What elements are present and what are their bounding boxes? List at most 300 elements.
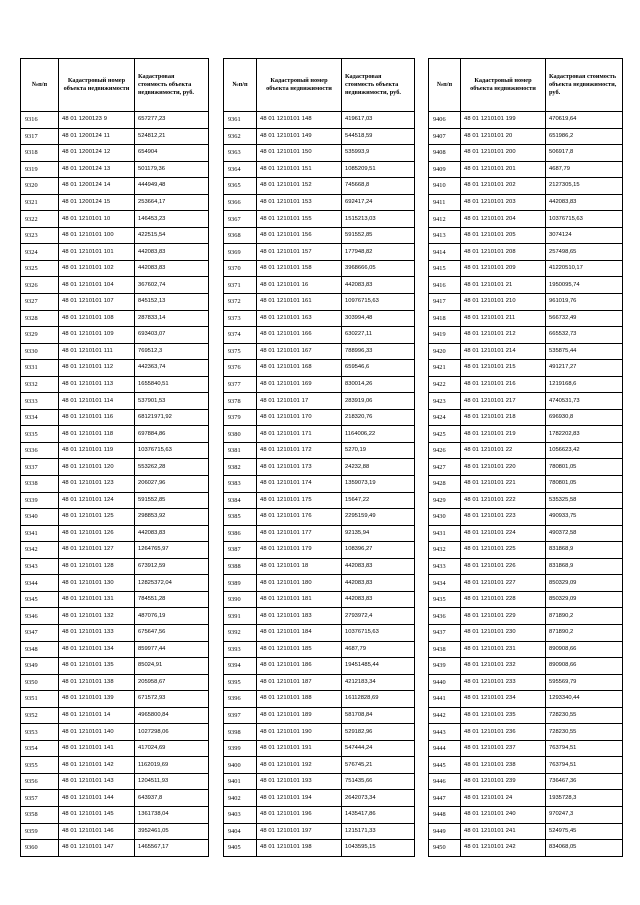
row-number: 9426 — [429, 442, 461, 459]
table-row — [224, 823, 415, 840]
row-number: 9377 — [224, 376, 257, 393]
cadastral-cost: 417024,69 — [135, 740, 209, 757]
row-number: 9439 — [429, 658, 461, 675]
cadastral-cost: 1361738,04 — [135, 806, 209, 823]
cadastral-cost: 491217,27 — [546, 360, 623, 377]
table-row — [224, 393, 415, 410]
row-number: 9427 — [429, 459, 461, 476]
table-row — [224, 409, 415, 426]
cadastral-number: 48 01 1210101 126 — [59, 525, 135, 542]
cadastral-number: 48 01 1210101 167 — [257, 343, 342, 360]
row-number: 9450 — [429, 840, 461, 857]
table-row — [429, 674, 623, 691]
cadastral-cost: 591552,85 — [342, 227, 415, 244]
cadastral-number: 48 01 1210101 183 — [257, 608, 342, 625]
table-row — [429, 161, 623, 178]
cadastral-cost: 763794,51 — [546, 740, 623, 757]
cadastral-cost: 535875,44 — [546, 343, 623, 360]
cadastral-number: 48 01 1210101 135 — [59, 658, 135, 675]
row-number: 9400 — [224, 757, 257, 774]
row-number: 9424 — [429, 409, 461, 426]
cadastral-number: 48 01 1210101 194 — [257, 790, 342, 807]
cadastral-number: 48 01 1210101 215 — [461, 360, 546, 377]
row-number: 9353 — [21, 724, 59, 741]
table-row — [21, 442, 209, 459]
row-number: 9416 — [429, 277, 461, 294]
cadastral-cost: 206027,96 — [135, 476, 209, 493]
row-number: 9430 — [429, 509, 461, 526]
cadastral-cost: 780801,05 — [546, 476, 623, 493]
cadastral-number: 48 01 1210101 196 — [257, 806, 342, 823]
row-number: 9354 — [21, 740, 59, 757]
cadastral-cost: 1204511,93 — [135, 773, 209, 790]
table-row — [224, 806, 415, 823]
row-number: 9422 — [429, 376, 461, 393]
cadastral-number: 48 01 1210101 223 — [461, 509, 546, 526]
table-row — [429, 211, 623, 228]
cadastral-cost: 529182,96 — [342, 724, 415, 741]
table-row — [224, 658, 415, 675]
table-row — [21, 757, 209, 774]
cadastral-cost: 3952461,05 — [135, 823, 209, 840]
cadastral-number: 48 01 1210101 152 — [257, 178, 342, 195]
cadastral-number: 48 01 1210101 108 — [59, 310, 135, 327]
cadastral-number: 48 01 1210101 232 — [461, 658, 546, 675]
row-number: 9402 — [224, 790, 257, 807]
cadastral-number: 48 01 1210101 145 — [59, 806, 135, 823]
cadastral-cost: 675647,56 — [135, 624, 209, 641]
table-row — [21, 310, 209, 327]
cadastral-cost: 92135,94 — [342, 525, 415, 542]
cadastral-cost: 751435,66 — [342, 773, 415, 790]
table-row — [429, 724, 623, 741]
cadastral-cost: 1264765,97 — [135, 542, 209, 559]
row-number: 9379 — [224, 409, 257, 426]
cadastral-cost: 1219168,6 — [546, 376, 623, 393]
row-number: 9382 — [224, 459, 257, 476]
cadastral-cost: 671572,93 — [135, 691, 209, 708]
table-row — [224, 260, 415, 277]
row-number: 9352 — [21, 707, 59, 724]
table-row — [224, 641, 415, 658]
table-row — [429, 343, 623, 360]
cadastral-number: 48 01 1210101 172 — [257, 442, 342, 459]
table-row — [429, 393, 623, 410]
table-row — [21, 790, 209, 807]
table-row — [21, 492, 209, 509]
cadastral-cost: 595569,79 — [546, 674, 623, 691]
cadastral-cost: 501179,36 — [135, 161, 209, 178]
table-row — [224, 591, 415, 608]
cadastral-cost: 834068,05 — [546, 840, 623, 857]
cadastral-cost: 470619,64 — [546, 112, 623, 129]
table-row — [224, 773, 415, 790]
table-row — [21, 558, 209, 575]
cadastral-number: 48 01 1210101 149 — [257, 128, 342, 145]
row-number: 9317 — [21, 128, 59, 145]
property-table-3 — [428, 58, 623, 857]
row-number: 9444 — [429, 740, 461, 757]
cadastral-cost: 298853,92 — [135, 509, 209, 526]
cadastral-cost: 871890,2 — [546, 608, 623, 625]
table-row — [224, 509, 415, 526]
row-number: 9316 — [21, 112, 59, 129]
cadastral-number: 48 01 1210101 127 — [59, 542, 135, 559]
row-number: 9390 — [224, 591, 257, 608]
table-row — [21, 426, 209, 443]
header-cadastral-cost: Кадастровая стоимость объекта недвижимости, руб. — [546, 59, 623, 112]
cadastral-cost: 1782202,83 — [546, 426, 623, 443]
cadastral-number: 48 01 1210101 113 — [59, 376, 135, 393]
cadastral-cost: 442083,83 — [546, 194, 623, 211]
cadastral-number: 48 01 1210101 158 — [257, 260, 342, 277]
table-row — [21, 575, 209, 592]
cadastral-cost: 859977,44 — [135, 641, 209, 658]
cadastral-number: 48 01 1210101 10 — [59, 211, 135, 228]
table-row — [429, 426, 623, 443]
table-row — [21, 658, 209, 675]
row-number: 9428 — [429, 476, 461, 493]
cadastral-number: 48 01 1210101 24 — [461, 790, 546, 807]
cadastral-number: 48 01 1210101 156 — [257, 227, 342, 244]
row-number: 9419 — [429, 327, 461, 344]
table-row — [429, 360, 623, 377]
row-number: 9411 — [429, 194, 461, 211]
cadastral-number: 48 01 1210101 114 — [59, 393, 135, 410]
table-row — [224, 674, 415, 691]
cadastral-cost: 442083,83 — [342, 591, 415, 608]
header-cadastral-cost: Кадастровая стоимость объекта недвижимости, руб. — [135, 59, 209, 112]
row-number: 9345 — [21, 591, 59, 608]
table-row — [21, 194, 209, 211]
cadastral-cost: 303994,48 — [342, 310, 415, 327]
row-number: 9357 — [21, 790, 59, 807]
cadastral-cost: 10376715,63 — [135, 442, 209, 459]
cadastral-cost: 728230,55 — [546, 724, 623, 741]
header-cadastral-number: Кадастровый номер объекта недвижимости — [461, 59, 546, 112]
cadastral-cost: 12825372,04 — [135, 575, 209, 592]
cadastral-number: 48 01 1210101 185 — [257, 641, 342, 658]
cadastral-cost: 961019,76 — [546, 294, 623, 311]
row-number: 9394 — [224, 658, 257, 675]
cadastral-cost: 591552,85 — [135, 492, 209, 509]
row-number: 9401 — [224, 773, 257, 790]
table-row — [224, 277, 415, 294]
table-row — [429, 658, 623, 675]
cadastral-number: 48 01 1210101 187 — [257, 674, 342, 691]
row-number: 9381 — [224, 442, 257, 459]
table-row — [21, 227, 209, 244]
table-row — [429, 327, 623, 344]
row-number: 9326 — [21, 277, 59, 294]
cadastral-cost: 24232,88 — [342, 459, 415, 476]
table-row — [224, 542, 415, 559]
cadastral-number: 48 01 1210101 238 — [461, 757, 546, 774]
row-number: 9395 — [224, 674, 257, 691]
table-row — [429, 840, 623, 857]
cadastral-number: 48 01 1210101 153 — [257, 194, 342, 211]
cadastral-number: 48 01 1210101 181 — [257, 591, 342, 608]
table-row — [429, 128, 623, 145]
cadastral-cost: 659546,6 — [342, 360, 415, 377]
cadastral-cost: 1164006,22 — [342, 426, 415, 443]
cadastral-number: 48 01 1210101 112 — [59, 360, 135, 377]
row-number: 9449 — [429, 823, 461, 840]
table-row — [429, 277, 623, 294]
cadastral-number: 48 01 1210101 180 — [257, 575, 342, 592]
cadastral-number: 48 01 1210101 151 — [257, 161, 342, 178]
cadastral-cost: 728230,55 — [546, 707, 623, 724]
table-row — [21, 260, 209, 277]
cadastral-cost: 830014,26 — [342, 376, 415, 393]
cadastral-number: 48 01 1210101 170 — [257, 409, 342, 426]
table-row — [21, 840, 209, 857]
table-row — [21, 724, 209, 741]
table-row — [21, 360, 209, 377]
cadastral-number: 48 01 1210101 191 — [257, 740, 342, 757]
cadastral-cost: 367602,74 — [135, 277, 209, 294]
row-number: 9378 — [224, 393, 257, 410]
cadastral-cost: 253664,17 — [135, 194, 209, 211]
table-row — [224, 757, 415, 774]
cadastral-number: 48 01 1210101 230 — [461, 624, 546, 641]
table-row — [21, 624, 209, 641]
row-number: 9344 — [21, 575, 59, 592]
cadastral-number: 48 01 1200124 15 — [59, 194, 135, 211]
table-row — [224, 840, 415, 857]
cadastral-number: 48 01 1210101 188 — [257, 691, 342, 708]
table-row — [224, 360, 415, 377]
table-row — [224, 376, 415, 393]
table-row — [21, 707, 209, 724]
table-row — [429, 509, 623, 526]
cadastral-cost: 10376715,63 — [546, 211, 623, 228]
cadastral-cost: 651986,2 — [546, 128, 623, 145]
cadastral-cost: 890908,66 — [546, 641, 623, 658]
cadastral-cost: 1359073,19 — [342, 476, 415, 493]
cadastral-cost: 4687,79 — [342, 641, 415, 658]
row-number: 9445 — [429, 757, 461, 774]
cadastral-number: 48 01 1210101 109 — [59, 327, 135, 344]
row-number: 9374 — [224, 327, 257, 344]
cadastral-cost: 1056623,42 — [546, 442, 623, 459]
cadastral-cost: 442083,83 — [342, 558, 415, 575]
cadastral-cost: 544518,59 — [342, 128, 415, 145]
cadastral-number: 48 01 1210101 176 — [257, 509, 342, 526]
cadastral-number: 48 01 1210101 102 — [59, 260, 135, 277]
cadastral-cost: 442083,83 — [342, 575, 415, 592]
cadastral-number: 48 01 1210101 210 — [461, 294, 546, 311]
cadastral-number: 48 01 1210101 219 — [461, 426, 546, 443]
cadastral-cost: 2295159,49 — [342, 509, 415, 526]
cadastral-number: 48 01 1210101 146 — [59, 823, 135, 840]
cadastral-cost: 831868,9 — [546, 558, 623, 575]
table-row — [21, 674, 209, 691]
cadastral-cost: 537901,53 — [135, 393, 209, 410]
row-number: 9383 — [224, 476, 257, 493]
table-row — [429, 575, 623, 592]
table-row — [21, 161, 209, 178]
cadastral-number: 48 01 1210101 237 — [461, 740, 546, 757]
cadastral-number: 48 01 1210101 228 — [461, 591, 546, 608]
cadastral-cost: 788996,33 — [342, 343, 415, 360]
cadastral-number: 48 01 1210101 199 — [461, 112, 546, 129]
table-row — [224, 244, 415, 261]
table-row — [21, 823, 209, 840]
cadastral-number: 48 01 1210101 104 — [59, 277, 135, 294]
row-number: 9329 — [21, 327, 59, 344]
cadastral-number: 48 01 1210101 202 — [461, 178, 546, 195]
cadastral-number: 48 01 1210101 169 — [257, 376, 342, 393]
cadastral-cost: 1465567,17 — [135, 840, 209, 857]
cadastral-cost: 643937,8 — [135, 790, 209, 807]
cadastral-cost: 283919,06 — [342, 393, 415, 410]
cadastral-cost: 1043595,15 — [342, 840, 415, 857]
cadastral-cost: 2127305,15 — [546, 178, 623, 195]
row-number: 9331 — [21, 360, 59, 377]
table-row — [224, 327, 415, 344]
row-number: 9404 — [224, 823, 257, 840]
table-row — [21, 178, 209, 195]
row-number: 9358 — [21, 806, 59, 823]
cadastral-cost: 442363,74 — [135, 360, 209, 377]
cadastral-number: 48 01 1210101 124 — [59, 492, 135, 509]
table-row — [429, 608, 623, 625]
row-number: 9423 — [429, 393, 461, 410]
cadastral-cost: 1162019,69 — [135, 757, 209, 774]
table-row — [429, 376, 623, 393]
cadastral-cost: 1935728,3 — [546, 790, 623, 807]
row-number: 9438 — [429, 641, 461, 658]
row-number: 9356 — [21, 773, 59, 790]
cadastral-number: 48 01 1210101 231 — [461, 641, 546, 658]
cadastral-number: 48 01 1210101 111 — [59, 343, 135, 360]
cadastral-cost: 3968666,05 — [342, 260, 415, 277]
cadastral-number: 48 01 1210101 224 — [461, 525, 546, 542]
row-number: 9441 — [429, 691, 461, 708]
table-row — [224, 575, 415, 592]
row-number: 9340 — [21, 509, 59, 526]
cadastral-cost: 444949,48 — [135, 178, 209, 195]
row-number: 9343 — [21, 558, 59, 575]
row-number: 9440 — [429, 674, 461, 691]
cadastral-number: 48 01 1210101 148 — [257, 112, 342, 129]
header-num: №п/п — [21, 59, 59, 112]
table-row — [224, 211, 415, 228]
row-number: 9437 — [429, 624, 461, 641]
table-row — [21, 691, 209, 708]
row-number: 9348 — [21, 641, 59, 658]
cadastral-cost: 745668,8 — [342, 178, 415, 195]
row-number: 9364 — [224, 161, 257, 178]
row-number: 9389 — [224, 575, 257, 592]
table-row — [21, 327, 209, 344]
table-row — [21, 740, 209, 757]
cadastral-number: 48 01 1210101 203 — [461, 194, 546, 211]
cadastral-number: 48 01 1210101 208 — [461, 244, 546, 261]
cadastral-number: 48 01 1210101 216 — [461, 376, 546, 393]
row-number: 9434 — [429, 575, 461, 592]
row-number: 9418 — [429, 310, 461, 327]
table-row — [429, 624, 623, 641]
cadastral-number: 48 01 1210101 212 — [461, 327, 546, 344]
table-row — [429, 194, 623, 211]
cadastral-number: 48 01 1210101 120 — [59, 459, 135, 476]
table-row — [429, 409, 623, 426]
cadastral-cost: 871890,2 — [546, 624, 623, 641]
table-row — [21, 277, 209, 294]
cadastral-number: 48 01 1210101 119 — [59, 442, 135, 459]
cadastral-number: 48 01 1200124 11 — [59, 128, 135, 145]
table-row — [224, 492, 415, 509]
cadastral-cost: 692417,24 — [342, 194, 415, 211]
cadastral-cost: 784551,28 — [135, 591, 209, 608]
table-row — [429, 244, 623, 261]
row-number: 9351 — [21, 691, 59, 708]
cadastral-number: 48 01 1210101 235 — [461, 707, 546, 724]
cadastral-cost: 890908,66 — [546, 658, 623, 675]
cadastral-number: 48 01 1210101 217 — [461, 393, 546, 410]
cadastral-cost: 4687,79 — [546, 161, 623, 178]
cadastral-number: 48 01 1210101 138 — [59, 674, 135, 691]
cadastral-number: 48 01 1210101 175 — [257, 492, 342, 509]
cadastral-number: 48 01 1210101 18 — [257, 558, 342, 575]
table-row — [224, 624, 415, 641]
table-row — [21, 591, 209, 608]
row-number: 9446 — [429, 773, 461, 790]
table-row — [21, 542, 209, 559]
row-number: 9330 — [21, 343, 59, 360]
cadastral-number: 48 01 1210101 173 — [257, 459, 342, 476]
cadastral-cost: 524812,21 — [135, 128, 209, 145]
cadastral-number: 48 01 1210101 174 — [257, 476, 342, 493]
cadastral-number: 48 01 1210101 133 — [59, 624, 135, 641]
cadastral-cost: 16112828,69 — [342, 691, 415, 708]
row-number: 9432 — [429, 542, 461, 559]
row-number: 9370 — [224, 260, 257, 277]
cadastral-cost: 108396,27 — [342, 542, 415, 559]
cadastral-number: 48 01 1210101 22 — [461, 442, 546, 459]
cadastral-cost: 487076,19 — [135, 608, 209, 625]
row-number: 9420 — [429, 343, 461, 360]
cadastral-number: 48 01 1210101 240 — [461, 806, 546, 823]
row-number: 9350 — [21, 674, 59, 691]
table-row — [224, 608, 415, 625]
row-number: 9412 — [429, 211, 461, 228]
table-row — [429, 525, 623, 542]
cadastral-cost: 19451485,44 — [342, 658, 415, 675]
cadastral-number: 48 01 1210101 218 — [461, 409, 546, 426]
cadastral-number: 48 01 1210101 16 — [257, 277, 342, 294]
cadastral-number: 48 01 1210101 239 — [461, 773, 546, 790]
header-num: №п/п — [224, 59, 257, 112]
table-row — [429, 806, 623, 823]
table-row — [429, 178, 623, 195]
row-number: 9386 — [224, 525, 257, 542]
cadastral-number: 48 01 1210101 171 — [257, 426, 342, 443]
cadastral-number: 48 01 1210101 193 — [257, 773, 342, 790]
table-row — [224, 194, 415, 211]
row-number: 9325 — [21, 260, 59, 277]
table-row — [224, 294, 415, 311]
cadastral-number: 48 01 1210101 190 — [257, 724, 342, 741]
table-row — [429, 294, 623, 311]
cadastral-number: 48 01 1210101 222 — [461, 492, 546, 509]
row-number: 9433 — [429, 558, 461, 575]
row-number: 9431 — [429, 525, 461, 542]
table-row — [21, 112, 209, 129]
row-number: 9397 — [224, 707, 257, 724]
